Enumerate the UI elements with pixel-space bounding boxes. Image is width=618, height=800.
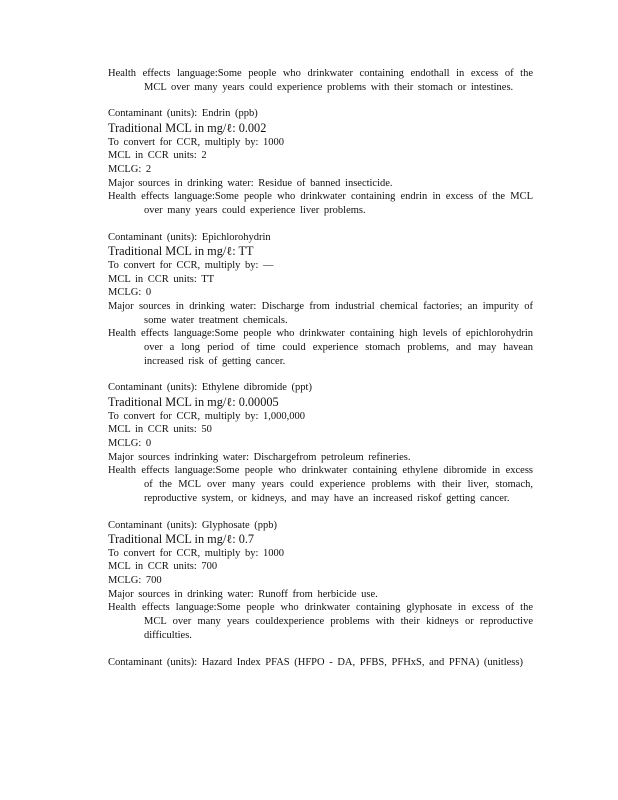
health-effects-text: Health effects language:Some people who drinkwater containing endrin in excess of the MCL over many years could experience liver problems. xyxy=(108,191,533,217)
major-sources: Major sources in drinking water: Residue of banned insecticide. xyxy=(108,177,393,189)
contaminant-entry-endrin xyxy=(108,107,533,217)
health-effects-text: Health effects language:Some people who drinkwater containing glyphosate in excess of the MCL over many years couldexperience problems with their kidneys or reproductive difficulties. xyxy=(108,602,533,641)
health-effects-text: Health effects language:Some people who drinkwater containing ethylene dibromide in excess of the MCL over many years could experience problems with their liver, stomach, reproductive system, or kidneys, and may have an increased riskof getting cancer. xyxy=(108,465,533,504)
health-effects-text: Health effects language:Some people who drinkwater containing endothall in excess of the MCL over many years could experience problems with their stomach or intestines. xyxy=(108,68,533,93)
traditional-mcl: Traditional MCL in mg/ℓ: 0.7 xyxy=(108,532,255,547)
contaminant-name: Contaminant (units): Epichlorohydrin xyxy=(108,231,271,243)
contaminant-entry-epichlorohydrin xyxy=(108,231,533,369)
mcl-ccr-units: MCL in CCR units: 50 xyxy=(108,424,212,436)
contaminant-name: Contaminant (units): Glyphosate (ppb) xyxy=(108,519,278,531)
mclg-value: MCLG: 0 xyxy=(108,287,152,299)
contaminant-name: Contaminant (units): Ethylene dibromide (ppt) xyxy=(108,382,312,394)
health-effects-text: Health effects language:Some people who drinkwater containing high levels of epichlorohydrin over a long period of time could experience stomach problems, and may havean increased risk of getting cancer. xyxy=(108,328,533,367)
mclg-value: MCLG: 2 xyxy=(108,163,152,175)
major-sources: Major sources in drinking water: Runoff from herbicide use. xyxy=(108,588,378,600)
mcl-ccr-units: MCL in CCR units: 700 xyxy=(108,561,218,573)
traditional-mcl: Traditional MCL in mg/ℓ: TT xyxy=(108,244,254,259)
document-page xyxy=(108,67,533,682)
contaminant-entry-ethylene-dibromide xyxy=(108,381,533,505)
traditional-mcl: Traditional MCL in mg/ℓ: 0.002 xyxy=(108,121,267,136)
contaminant-entry-pfas-hazard-index xyxy=(108,656,533,670)
traditional-mcl: Traditional MCL in mg/ℓ: 0.00005 xyxy=(108,395,279,410)
major-sources: Major sources indrinking water: Dischargefrom petroleum refineries. xyxy=(108,451,411,463)
mclg-value: MCLG: 700 xyxy=(108,575,162,587)
contaminant-name: Contaminant (units): Endrin (ppb) xyxy=(108,108,258,120)
mclg-value: MCLG: 0 xyxy=(108,437,152,449)
conversion-factor: To convert for CCR, multiply by: 1000 xyxy=(108,547,285,559)
conversion-factor: To convert for CCR, multiply by: 1,000,000 xyxy=(108,410,306,422)
contaminant-entry-glyphosate xyxy=(108,519,533,643)
mcl-ccr-units: MCL in CCR units: 2 xyxy=(108,150,207,162)
mcl-ccr-units: MCL in CCR units: TT xyxy=(108,273,215,285)
endothall-health-block xyxy=(108,67,533,94)
conversion-factor: To convert for CCR, multiply by: 1000 xyxy=(108,136,285,148)
contaminant-name: Contaminant (units): Hazard Index PFAS (HFPO - DA, PFBS, PFHxS, and PFNA) (unitless) xyxy=(108,656,523,668)
major-sources: Major sources in drinking water: Discharge from industrial chemical factories; an impurity of some water treatment chemicals. xyxy=(108,300,533,326)
conversion-factor: To convert for CCR, multiply by: — xyxy=(108,259,274,271)
